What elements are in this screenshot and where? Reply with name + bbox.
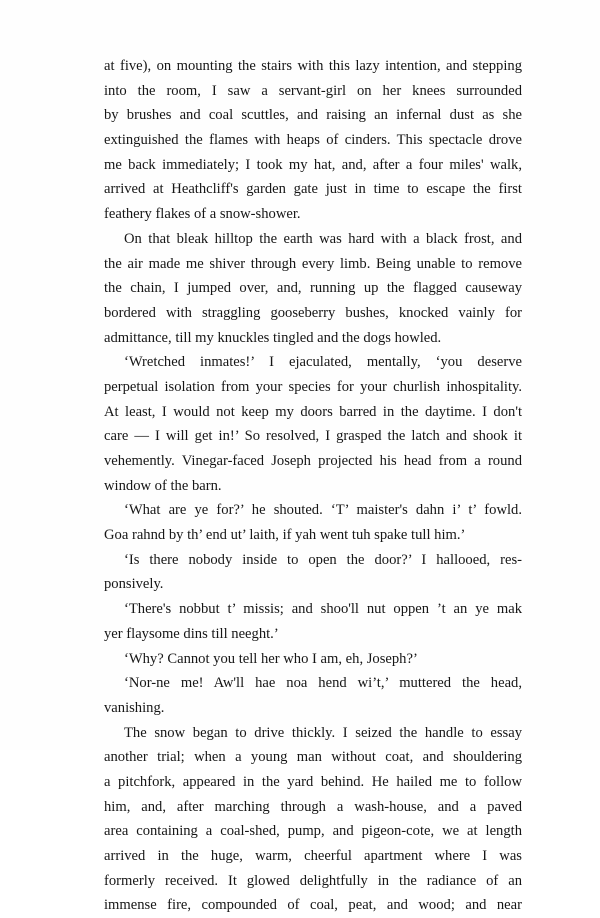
text-line: care — I will get in!’ So resolved, I grasped the latch and shook it	[104, 428, 522, 445]
text-line: ‘Nor-ne me! Aw'll hae noa hend wi’t,’ muttered the head,	[124, 675, 522, 692]
text-line: the chain, I jumped over, and, running up the flagged causeway	[104, 280, 522, 297]
paragraph	[104, 498, 522, 547]
text-line: extinguished the flames with heaps of cinders. This spectacle drove	[104, 132, 522, 149]
text-line: yer flaysome dins till neeght.’	[104, 625, 279, 642]
text-line: me back immediately; I took my hat, and, after a four miles' walk,	[104, 156, 522, 173]
text-line: vanishing.	[104, 699, 165, 716]
text-line: admittance, till my knuckles tingled and the dogs howled.	[104, 329, 442, 346]
paragraph	[104, 548, 522, 597]
text-line: area containing a coal-shed, pump, and pigeon-cote, we at length	[104, 823, 522, 840]
text-line: window of the barn.	[104, 477, 222, 494]
paragraph	[104, 227, 522, 350]
text-line: ‘What are ye for?’ he shouted. ‘T’ maister's dahn i’ t’ fowld.	[124, 502, 522, 519]
text-line: feathery flakes of a snow-shower.	[104, 206, 301, 223]
text-line: into the room, I saw a servant-girl on her knees surrounded	[104, 82, 522, 99]
text-line: the air made me shiver through every limb. Being unable to remove	[104, 255, 522, 272]
body-text	[104, 54, 522, 918]
text-line: ‘There's nobbut t’ missis; and shoo'll nut oppen ’t an ye mak	[124, 601, 522, 618]
text-line: ‘Why? Cannot you tell her who I am, eh, Joseph?’	[124, 650, 418, 667]
text-line: At least, I would not keep my doors barred in the daytime. I don't	[104, 403, 522, 420]
text-line: The snow began to drive thickly. I seized the handle to essay	[124, 724, 522, 741]
text-line: immense fire, compounded of coal, peat, and wood; and near	[104, 897, 522, 914]
text-line: ‘Wretched inmates!’ I ejaculated, mentally, ‘you deserve	[124, 354, 522, 371]
text-line: formerly received. It glowed delightfully in the radiance of an	[104, 872, 522, 889]
text-line: arrived at Heathcliff's garden gate just in time to escape the first	[104, 181, 522, 198]
text-line: another trial; when a young man without coat, and shouldering	[104, 749, 522, 766]
paragraph	[104, 721, 522, 918]
paragraph	[104, 647, 522, 672]
text-line: arrived in the huge, warm, cheerful apartment where I was	[104, 848, 522, 864]
text-line: perpetual isolation from your species for your churlish inhospitality.	[104, 378, 522, 395]
text-line: him, and, after marching through a wash-house, and a paved	[104, 798, 522, 815]
text-line: bordered with straggling gooseberry bushes, knocked vainly for	[104, 304, 522, 321]
text-line: a pitchfork, appeared in the yard behind. He hailed me to follow	[104, 773, 522, 790]
text-line: ‘Is there nobody inside to open the door?’ I hallooed, res-	[124, 551, 522, 568]
paragraph	[104, 671, 522, 720]
text-line: ponsively.	[104, 576, 164, 593]
text-line: by brushes and coal scuttles, and raising an infernal dust as she	[104, 107, 522, 124]
paragraph	[104, 350, 522, 498]
text-line: vehemently. Vinegar-faced Joseph projected his head from a round	[104, 453, 522, 469]
text-line: Goa rahnd by th’ end ut’ laith, if yah went tuh spake tull him.’	[104, 527, 466, 544]
text-line: at five), on mounting the stairs with this lazy intention, and stepping	[104, 58, 522, 74]
paragraph	[104, 597, 522, 646]
text-line: On that bleak hilltop the earth was hard with a black frost, and	[124, 230, 522, 247]
paragraph	[104, 54, 522, 227]
